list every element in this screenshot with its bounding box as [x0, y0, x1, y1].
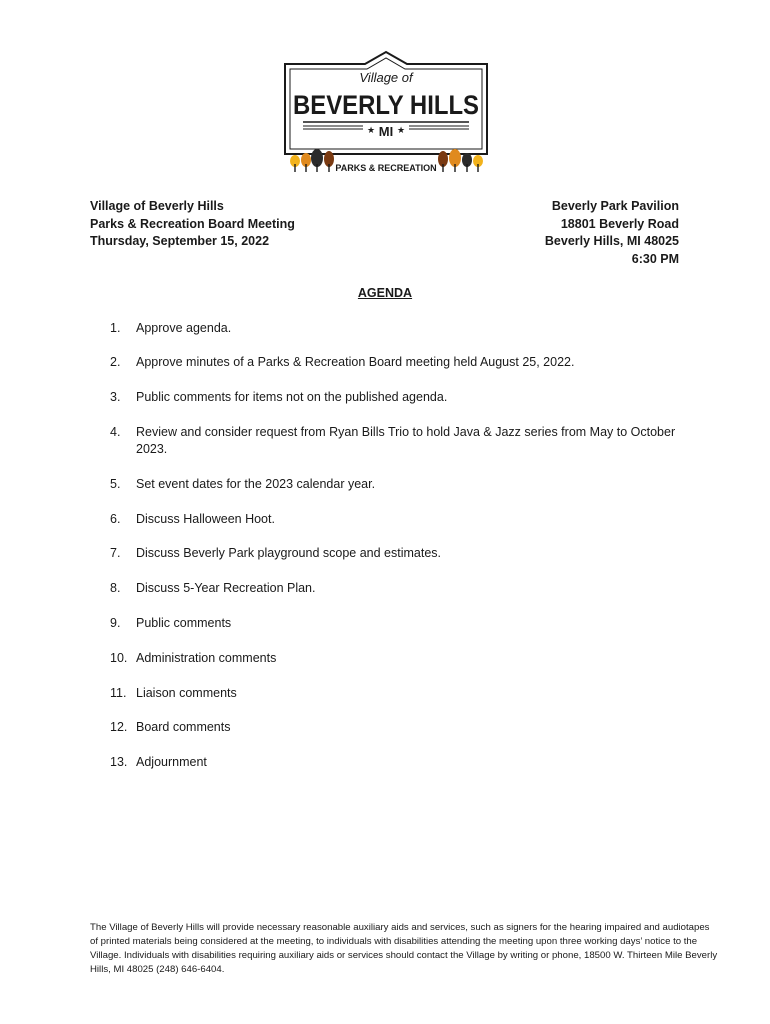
agenda-item-number: 10.	[110, 651, 128, 665]
agenda-item-number: 1.	[110, 321, 121, 335]
logo-beverly-hills: BEVERLY HILLS	[293, 90, 479, 120]
agenda-title: AGENDA	[357, 286, 413, 300]
agenda-item-number: 4.	[110, 425, 121, 439]
agenda-item-text: Adjournment	[136, 755, 207, 769]
agenda-item-number: 5.	[110, 477, 121, 491]
agenda-item-text: Public comments	[136, 616, 232, 630]
agenda-item-text: Review and consider request from Ryan Bills Trio to hold Java & Jazz series from May to October 2023.	[136, 425, 676, 456]
location-name: Beverly Park Pavilion	[551, 199, 679, 213]
agenda-item-number: 3.	[110, 390, 121, 404]
meeting-name: Parks & Recreation Board Meeting	[90, 216, 295, 231]
agenda-item-text: Approve agenda.	[136, 321, 232, 335]
meeting-info	[90, 198, 295, 251]
location-city: Beverly Hills, MI 48025	[544, 234, 679, 248]
agenda-item-text: Board comments	[136, 720, 231, 734]
agenda-item-number: 2.	[110, 355, 121, 369]
meeting-date: Thursday, September 15, 2022	[90, 234, 270, 248]
accessibility-notice: The Village of Beverly Hills will provide necessary reasonable auxiliary aids and services, such as signers for the hearing impaired and audiotapes of printed materials being considered at the meeting, to individuals with disabilities attending the meeting upon three working days’ notice to the Village. Individuals with disabilities requiring auxiliary aids or services should contact the Village by writing or phone, 18500 W. Thirteen Mile Beverly Hills, MI 48025 (248) 646-6404.	[90, 922, 718, 975]
agenda-item-text: Set event dates for the 2023 calendar year.	[136, 477, 376, 491]
logo-parks-recreation: PARKS & RECREATION	[335, 163, 437, 173]
agenda-item-text: Discuss Halloween Hoot.	[136, 512, 275, 526]
agenda-item-text: Discuss 5-Year Recreation Plan.	[136, 581, 316, 595]
logo-mi: MI	[378, 124, 394, 139]
agenda-item-number: 7.	[110, 546, 121, 560]
agenda-item-number: 6.	[110, 512, 121, 526]
logo-village-of: Village of	[359, 70, 413, 85]
agenda-item-text: Administration comments	[136, 651, 277, 665]
agenda-item-text: Discuss Beverly Park playground scope and estimates.	[136, 546, 442, 560]
agenda-item-text: Approve minutes of a Parks & Recreation Board meeting held August 25, 2022.	[136, 355, 575, 369]
agenda-item-text: Liaison comments	[136, 686, 237, 700]
agenda-item-number: 11.	[110, 686, 127, 700]
tree-icons-right	[438, 149, 483, 172]
meeting-location	[545, 198, 679, 268]
tree-icons-left	[290, 149, 334, 172]
agenda-item-number: 8.	[110, 581, 121, 595]
agenda-item-number: 12.	[110, 720, 128, 734]
star-icon: ★	[366, 125, 376, 135]
organization-name: Village of Beverly Hills	[90, 199, 224, 213]
agenda-item-text: Public comments for items not on the published agenda.	[136, 390, 448, 404]
meeting-time: 6:30 PM	[631, 251, 679, 266]
village-logo	[283, 50, 489, 176]
agenda-item-number: 13.	[110, 755, 128, 769]
logo-graphic	[283, 50, 489, 176]
star-icon: ★	[396, 125, 406, 135]
agenda-item-number: 9.	[110, 616, 121, 630]
location-street: 18801 Beverly Road	[560, 216, 679, 231]
